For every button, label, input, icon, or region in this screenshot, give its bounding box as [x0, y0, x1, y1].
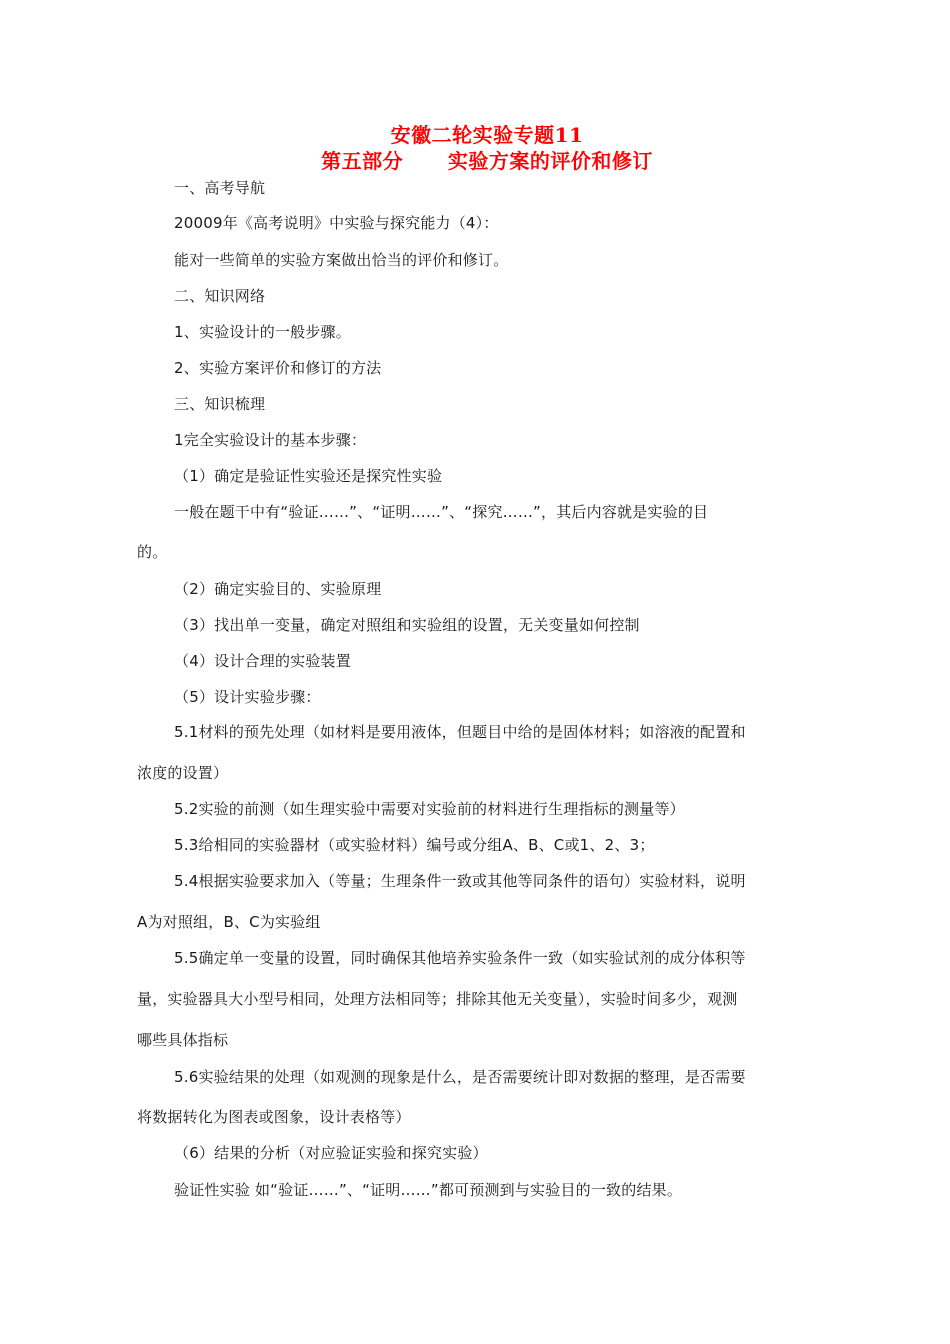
list-item: （5）设计实验步骤： [174, 688, 321, 706]
heading-knowledge-network: 二、知识网络 [174, 287, 266, 305]
list-item: 5.4根据实验要求加入（等量；生理条件一致或其他等同条件的语句）实验材料，说明 [174, 872, 746, 890]
list-item: 5.5确定单一变量的设置，同时确保其他培养实验条件一致（如实验试剂的成分体积等 [174, 949, 746, 967]
list-item: （6）结果的分析（对应验证实验和探究实验） [174, 1144, 488, 1162]
list-item: （2）确定实验目的、实验原理 [174, 580, 382, 598]
title-block [0, 122, 950, 174]
paragraph: 量，实验器具大小型号相同，处理方法相同等；排除其他无关变量），实验时间多少，观测 [137, 990, 738, 1008]
list-item: （1）确定是验证性实验还是探究性实验 [174, 467, 443, 485]
heading-knowledge-review: 三、知识梳理 [174, 395, 266, 413]
paragraph: 的。 [137, 543, 168, 561]
paragraph: 浓度的设置） [137, 764, 229, 782]
list-item: 5.1材料的预先处理（如材料是要用液体，但题目中给的是固体材料；如溶液的配置和 [174, 723, 746, 741]
list-item: （4）设计合理的实验装置 [174, 652, 351, 670]
heading-gaokao-guide: 一、高考导航 [174, 179, 266, 197]
document-title: 安徽二轮实验专题11 [390, 123, 584, 147]
paragraph: 将数据转化为图表或图象，设计表格等） [137, 1108, 411, 1126]
list-item: 2、实验方案评价和修订的方法 [174, 359, 382, 377]
paragraph: A为对照组，B、C为实验组 [137, 913, 321, 931]
paragraph: 哪些具体指标 [137, 1031, 229, 1049]
list-item: 5.3给相同的实验器材（或实验材料）编号或分组A、B、C或1、2、3； [174, 836, 655, 854]
paragraph: 一般在题干中有“验证……”、“证明……”、“探究……”，其后内容就是实验的目 [174, 503, 709, 521]
paragraph: 20009年《高考说明》中实验与探究能力（4）： [174, 214, 499, 232]
paragraph: 1完全实验设计的基本步骤： [174, 431, 367, 449]
paragraph: 能对一些简单的实验方案做出恰当的评价和修订。 [174, 251, 509, 269]
paragraph: 验证性实验 如“验证……”、“证明……”都可预测到与实验目的一致的结果。 [174, 1181, 683, 1199]
list-item: 1、实验设计的一般步骤。 [174, 323, 351, 341]
section-title: 第五部分 实验方案的评价和修订 [321, 149, 653, 173]
list-item: 5.6实验结果的处理（如观测的现象是什么，是否需要统计即对数据的整理，是否需要 [174, 1068, 746, 1086]
list-item: 5.2实验的前测（如生理实验中需要对实验前的材料进行生理指标的测量等） [174, 800, 685, 818]
list-item: （3）找出单一变量，确定对照组和实验组的设置，无关变量如何控制 [174, 616, 640, 634]
